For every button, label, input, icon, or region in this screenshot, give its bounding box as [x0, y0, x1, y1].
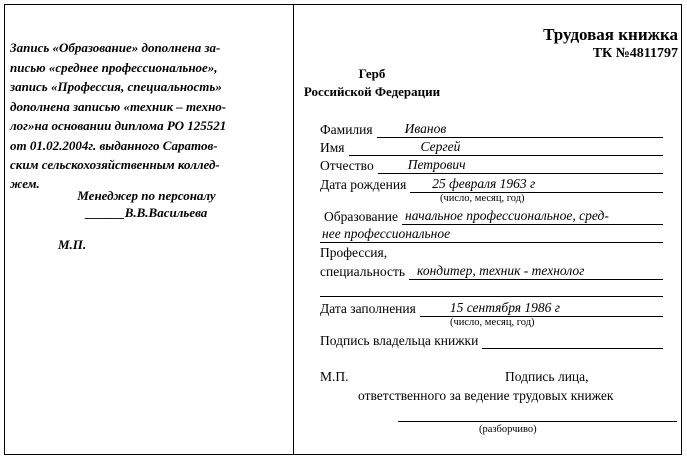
manager-title: Менеджер по персоналу — [77, 188, 216, 203]
responsible-label: Подпись лица, — [505, 369, 589, 384]
education-field-continued — [320, 226, 663, 243]
education-field — [324, 208, 663, 225]
responsible-signature-line — [398, 421, 677, 422]
stamp-label-right: М.П. — [320, 369, 349, 384]
responsible-label-2: ответственного за ведение трудовых книжек — [358, 388, 614, 403]
note-line: запись «Профессия, специальность» — [10, 79, 222, 94]
legible-hint: (разборчиво) — [479, 424, 537, 435]
note-line: Запись «Образование» дополнена за- — [10, 40, 221, 55]
birth-date-field — [320, 176, 663, 193]
owner-signature-label: Подпись владельца книжки — [320, 333, 479, 348]
profession-field — [320, 263, 663, 280]
emblem-label: Герб — [358, 66, 386, 81]
note-line: жем. — [10, 176, 40, 191]
fill-date-label: Дата заполнения — [320, 301, 416, 316]
note-line: лог»на основании диплома РО 125521 — [10, 118, 227, 133]
birth-date-value: 25 февраля 1963 г — [410, 176, 663, 193]
note-line: дополнена записью «техник – техно- — [10, 99, 227, 114]
education-value-line1: начальное профессиональное, сред- — [402, 208, 663, 225]
surname-field — [320, 121, 663, 138]
note-line: от 01.02.2004г. выданного Саратов- — [10, 138, 218, 153]
owner-signature-line — [482, 332, 663, 349]
profession-value: кондитер, техник - технолог — [409, 263, 663, 280]
note-line: ским сельскохозяйственным коллед- — [10, 157, 220, 172]
birth-date-hint: (число, месяц, год) — [440, 193, 525, 204]
education-label: Образование — [324, 209, 398, 224]
birth-date-label: Дата рождения — [320, 177, 407, 192]
manager-signature: ______В.В.Васильева — [85, 205, 208, 220]
patronymic-label: Отчество — [320, 158, 374, 173]
blank-line — [320, 296, 663, 297]
patronymic-value: Петрович — [378, 157, 663, 174]
education-value-line2: нее профессиональное — [320, 226, 663, 243]
name-label: Имя — [320, 140, 345, 155]
patronymic-field — [320, 157, 663, 174]
emblem-label-2: Российской Федерации — [303, 84, 441, 99]
profession-label: Профессия, — [320, 245, 388, 260]
specialty-label: специальность — [320, 264, 406, 279]
surname-label: Фамилия — [320, 122, 373, 137]
fill-date-field — [320, 300, 663, 317]
name-field — [320, 139, 663, 156]
fill-date-hint: (число, месяц, год) — [450, 317, 535, 328]
fill-date-value: 15 сентября 1986 г — [420, 300, 663, 317]
owner-signature-field — [320, 332, 663, 349]
note-line: писью «среднее профессиональное», — [10, 60, 218, 75]
document-title: Трудовая книжка — [543, 25, 678, 44]
document-number: ТК №4811797 — [592, 46, 678, 61]
name-value: Сергей — [349, 139, 663, 156]
stamp-label: М.П. — [58, 237, 87, 252]
surname-value: Иванов — [377, 121, 663, 138]
